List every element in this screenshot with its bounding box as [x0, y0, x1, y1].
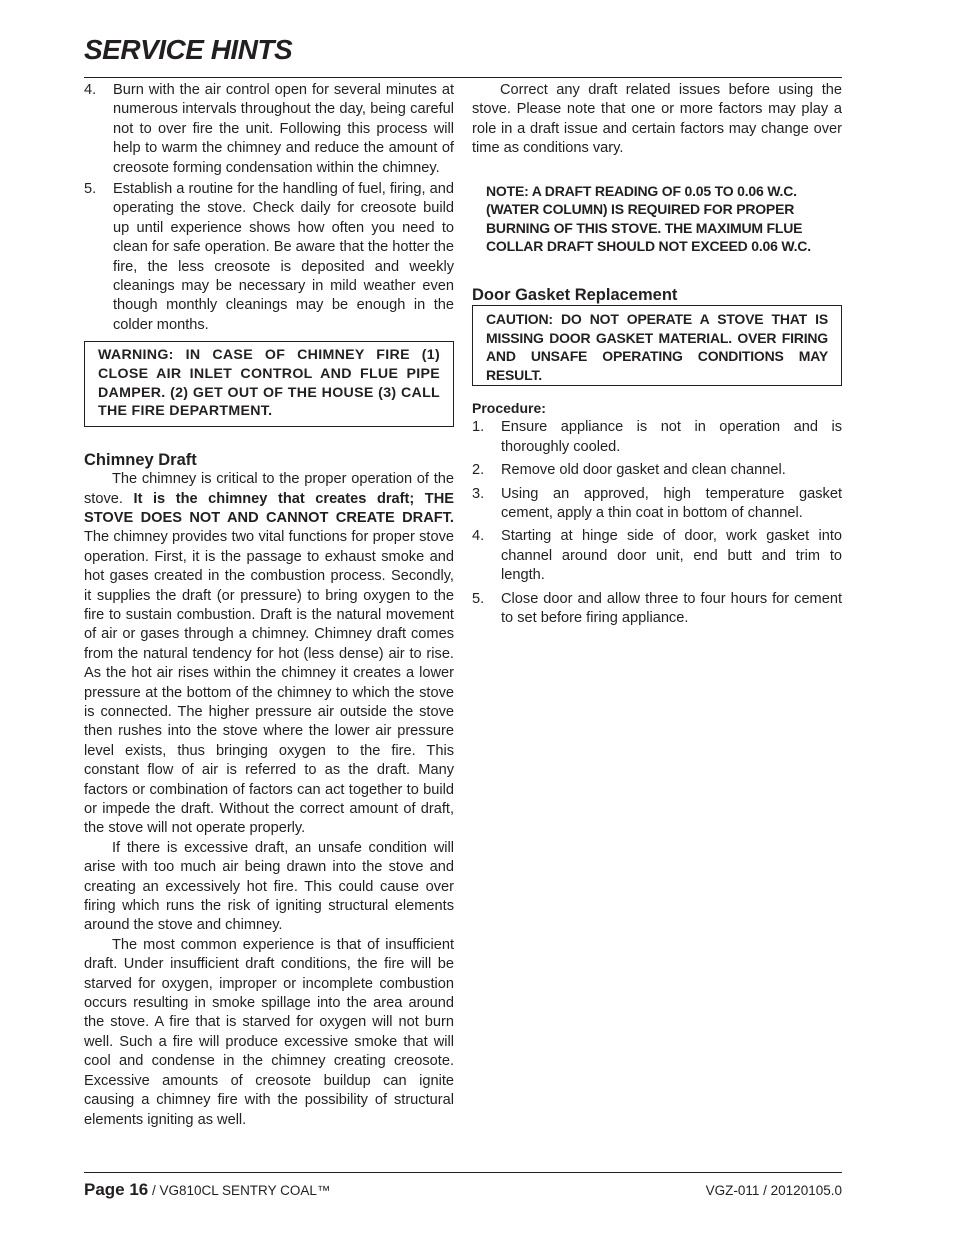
list-item	[472, 461, 842, 480]
list-number: 5.	[84, 181, 97, 198]
list-text: Establish a routine for the handling of fuel, firing, and operating the stove. Check daily for creosote build up until experience shows how often you need to clean for safe operation. Be aware that the hotter the fire, the less creosote is deposited and weekly cleanings may be necessary in mild weather even though monthly cleanings may be enough in the colder months.	[113, 181, 454, 333]
list-number: 4.	[472, 528, 485, 545]
product-name: / VG810CL SENTRY COAL™	[148, 1183, 331, 1198]
header-divider	[84, 77, 842, 78]
list-item	[472, 527, 842, 585]
list-item	[472, 485, 842, 524]
right-column	[472, 81, 842, 632]
page-title: SERVICE HINTS	[84, 34, 293, 65]
list-number: 1.	[472, 419, 485, 436]
chimney-draft-paragraph-1	[84, 470, 454, 839]
list-number: 4.	[84, 82, 97, 98]
list-number: 3.	[472, 485, 485, 502]
document-id: VGZ-011 / 20120105.0	[705, 1183, 842, 1198]
chimney-draft-heading: Chimney Draft	[84, 451, 197, 470]
footer-page-info	[84, 1180, 330, 1200]
emphasis-text: It is the chimney that creates draft; THE STOVE DOES NOT AND CANNOT CREATE DRAFT.	[84, 490, 454, 526]
chimney-fire-warning: WARNING: IN CASE OF CHIMNEY FIRE (1) CLOSE AIR INLET CONTROL AND FLUE PIPE DAMPER. (2) GET OUT OF THE HOUSE (3) CALL THE FIRE DEPARTMENT.	[84, 341, 454, 427]
list-text: Remove old door gasket and clean channel.	[501, 462, 786, 479]
list-number: 5.	[472, 590, 485, 607]
list-item	[84, 180, 454, 335]
paragraph-text: The chimney provides two vital functions for proper stove operation. First, it is the passage to exhaust smoke and hot gases created in the combustion process. Secondly, it supplies the draft (or pressure) to bring oxygen to the fire to sustain combustion. Draft is the natural movement of air or gases through a chimney. Chimney draft comes from the natural tendency for hot (less dense) air to rise. As the hot air rises within the chimney it creates a lower pressure at the bottom of the chimney to which the stove is connected. The higher pressure air outside the stove then rushes into the stove where the lower air pressure level exists, thus bringing oxygen to the fire. This constant flow of air is referred to as the draft. Many factors or combination of factors can act together to build or impede the draft. Without the correct amount of draft, the stove will not operate properly.	[84, 529, 454, 837]
procedure-list	[472, 418, 842, 628]
page-number: Page 16	[84, 1180, 149, 1199]
procedure-label: Procedure:	[472, 400, 546, 417]
list-item	[84, 81, 454, 178]
paragraph-text: The chimney is critical to the proper operation of the stove.	[84, 471, 454, 507]
list-text: Burn with the air control open for several minutes at numerous intervals throughout the day, being careful not to over fire the unit. Following this process will help to warm the chimney and reduce the amount of creosote forming condensation within the chimney.	[113, 82, 454, 176]
list-text: Starting at hinge side of door, work gasket into channel around door unit, end butt and trim to length.	[501, 528, 842, 584]
burn-tips-list	[84, 81, 454, 335]
list-item	[472, 418, 842, 457]
list-text: Close door and allow three to four hours for cement to set before firing appliance.	[501, 590, 842, 627]
list-text: Using an approved, high temperature gasket cement, apply a thin coat in bottom of channel.	[501, 485, 842, 521]
door-gasket-caution: CAUTION: DO NOT OPERATE A STOVE THAT IS MISSING DOOR GASKET MATERIAL. OVER FIRING AND UNSAFE OPERATING CONDITIONS MAY RESULT.	[472, 305, 842, 386]
draft-reading-note: NOTE: A DRAFT READING OF 0.05 TO 0.06 W.C. (WATER COLUMN) IS REQUIRED FOR PROPER BURNING OF THIS STOVE. THE MAXIMUM FLUE COLLAR DRAFT SHOULD NOT EXCEED 0.06 W.C.	[486, 182, 811, 255]
list-text: Ensure appliance is not in operation and is thoroughly cooled.	[501, 419, 842, 455]
list-number: 2.	[472, 462, 485, 479]
chimney-draft-paragraph-3: The most common experience is that of insufficient draft. Under insufficient draft conditions, the fire will be starved for oxygen, improper or incomplete combustion occurs resulting in smoke spillage into the area around the stove. A fire that is starved for oxygen will not burn well. Such a fire will produce excessive smoke that will cool and condense in the chimney creating creosote. Excessive amounts of creosote buildup can ignite causing a chimney fire with the possibility of structural elements igniting as well.	[84, 936, 454, 1128]
door-gasket-heading: Door Gasket Replacement	[472, 286, 678, 304]
left-column	[84, 81, 454, 1130]
draft-issues-paragraph: Correct any draft related issues before using the stove. Please note that one or more factors may play a role in a draft issue and certain factors may change over time as conditions vary.	[472, 82, 842, 157]
footer-divider	[84, 1172, 842, 1173]
chimney-draft-paragraph-2: If there is excessive draft, an unsafe condition will arise with too much air being drawn into the stove and creating an excessively hot fire. This could cause over firing which runs the risk of igniting structural elements around the stove and chimney.	[84, 839, 454, 934]
list-item	[472, 590, 842, 629]
